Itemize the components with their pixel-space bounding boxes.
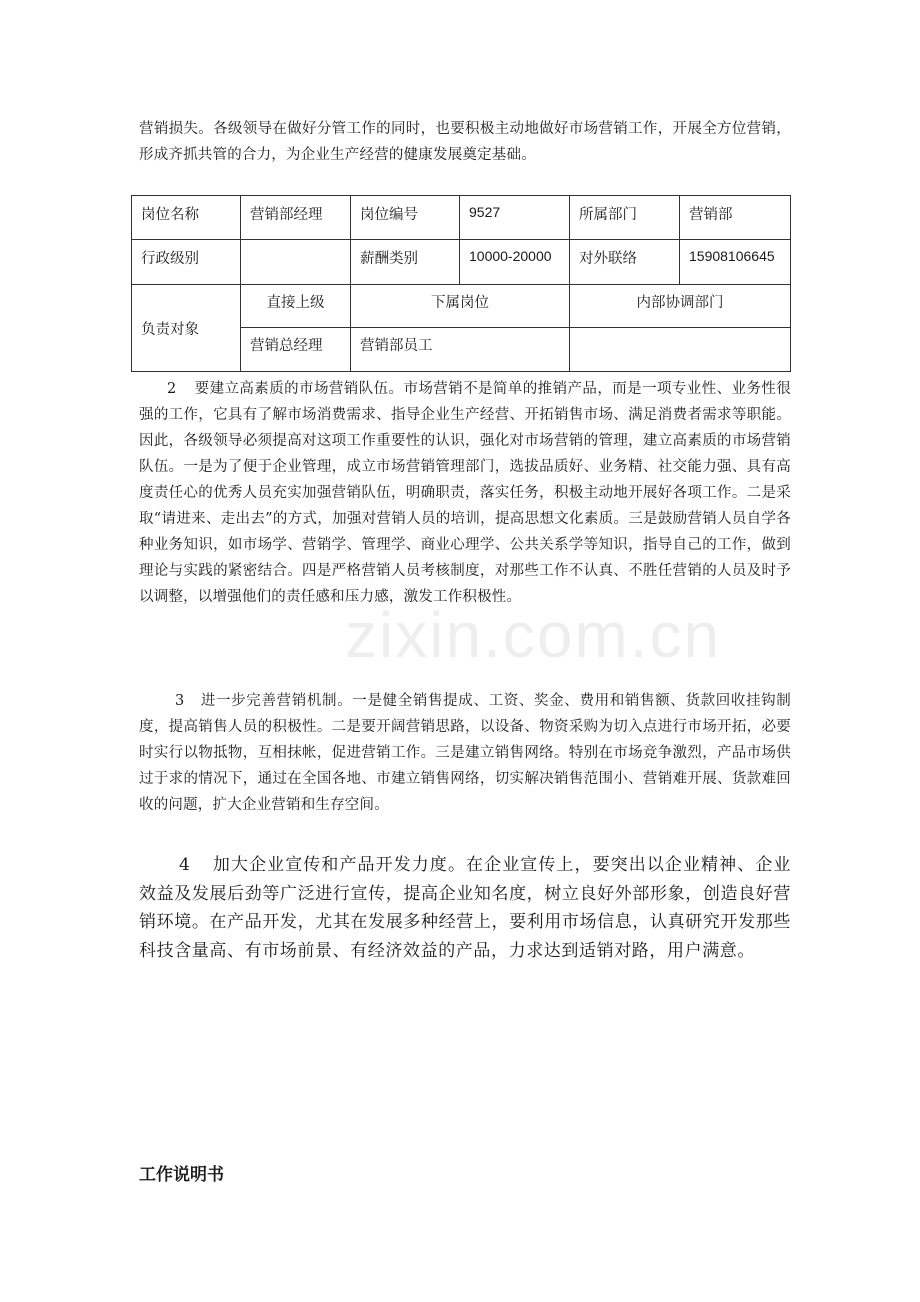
- section-3-number: 3: [175, 693, 185, 709]
- department-label: 所属部门: [570, 196, 680, 240]
- internal-coordination-value: [570, 328, 791, 372]
- department-value: 营销部: [680, 196, 791, 240]
- job-info-table: [131, 195, 791, 372]
- admin-level-value: [241, 240, 351, 285]
- responsibility-label: 负责对象: [132, 285, 241, 372]
- section-2-text: 要建立高素质的市场营销队伍。市场营销不是简单的推销产品，而是一项专业性、业务性很强的工作，它具有了解市场消费需求、指导企业生产经营、开拓销售市场、满足消费者需求等职能。因此，各级领导必须提高对这项工作重要性的认识，强化对市场营销的管理，建立高素质的市场营销队伍。一是为了便于企业管理，成立市场营销管理部门，选拔品质好、业务精、社交能力强、具有高度责任心的优秀人员充实加强营销队伍，明确职责，落实任务，积极主动地开展好各项工作。二是采取“请进来、走出去”的方式，加强对营销人员的培训，提高思想文化素质。三是鼓励营销人员自学各种业务知识，如市场学、营销学、管理学、商业心理学、公共关系学等知识，指导自己的工作，做到理论与实践的紧密结合。四是严格营销人员考核制度，对那些工作不认真、不胜任营销的人员及时予以调整，以增强他们的责任感和压力感，激发工作积极性。: [139, 381, 791, 605]
- intro-paragraph: 营销损失。各级领导在做好分管工作的同时，也要积极主动地做好市场营销工作，开展全方位营销，形成齐抓共管的合力，为企业生产经营的健康发展奠定基础。: [139, 121, 791, 163]
- section-2-number: 2: [167, 381, 177, 397]
- position-code-label: 岗位编号: [351, 196, 460, 240]
- section-4-text: 加大企业宣传和产品开发力度。在企业宣传上，要突出以企业精神、企业效益及发展后劲等广泛进行宣传，提高企业知名度，树立良好外部形象，创造良好营销环境。在产品开发，尤其在发展多种经营上，要利用市场信息，认真研究开发那些科技含量高、有市场前景、有经济效益的产品，力求达到适销对路，用户满意。: [139, 855, 791, 961]
- salary-type-value: 10000-20000: [460, 240, 570, 285]
- internal-coordination-header: 内部协调部门: [570, 285, 791, 328]
- section-4-number: 4: [179, 855, 191, 875]
- section-4-paragraph: [139, 851, 791, 965]
- direct-superior-value: 营销总经理: [241, 328, 351, 372]
- table-row: [132, 240, 791, 285]
- external-contact-label: 对外联络: [570, 240, 680, 285]
- subordinate-value: 营销部员工: [351, 328, 570, 372]
- section-2-paragraph: [139, 376, 791, 610]
- position-name-label: 岗位名称: [132, 196, 241, 240]
- document-title: 工作说明书: [139, 1165, 224, 1185]
- section-3-text: 进一步完善营销机制。一是健全销售提成、工资、奖金、费用和销售额、货款回收挂钩制度，提高销售人员的积极性。二是要开阔营销思路，以设备、物资采购为切入点进行市场开拓，必要时实行以物抵物，互相抹帐，促进营销工作。三是建立销售网络。特别在市场竞争激烈，产品市场供过于求的情况下，通过在全国各地、市建立销售网络，切实解决销售范围小、营销难开展、货款难回收的问题，扩大企业营销和生存空间。: [139, 693, 791, 813]
- position-name-value: 营销部经理: [241, 196, 351, 240]
- admin-level-label: 行政级别: [132, 240, 241, 285]
- table-row: [132, 285, 791, 328]
- direct-superior-header: 直接上级: [241, 285, 351, 328]
- salary-type-label: 薪酬类别: [351, 240, 460, 285]
- table-row: [132, 196, 791, 240]
- subordinate-header: 下属岗位: [351, 285, 570, 328]
- watermark: zixin.com.cn: [345, 599, 722, 671]
- external-contact-value: 15908106645: [680, 240, 791, 285]
- section-3-paragraph: [139, 688, 791, 818]
- position-code-value: 9527: [460, 196, 570, 240]
